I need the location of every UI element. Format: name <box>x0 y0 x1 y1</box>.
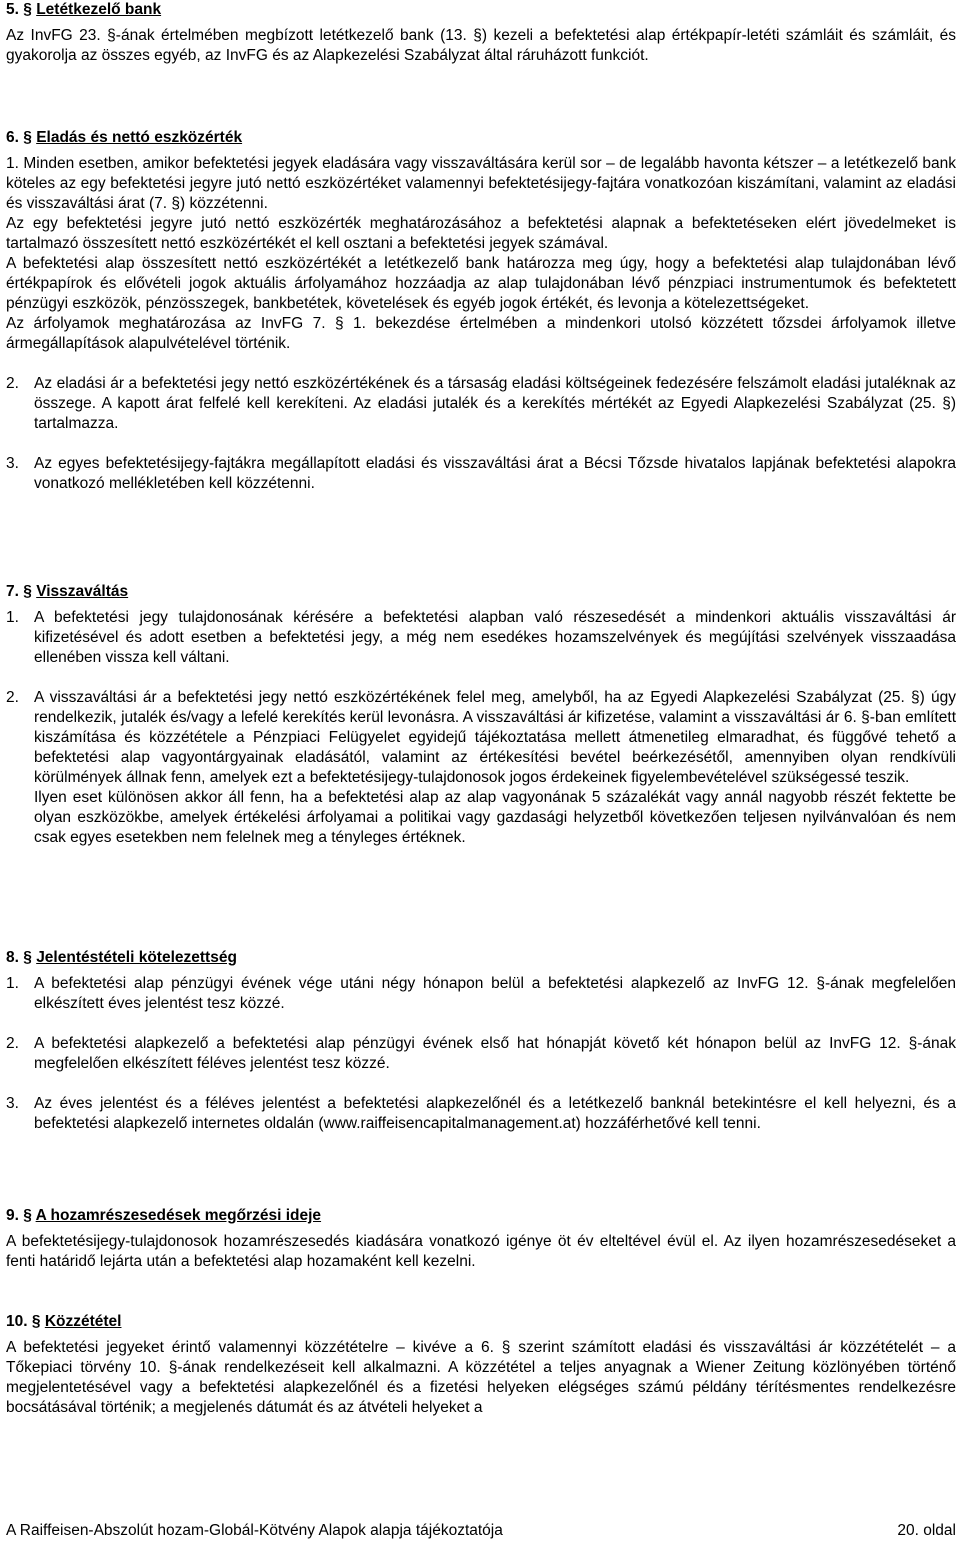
page-footer <box>6 1521 956 1541</box>
section-6-title: Eladás és nettó eszközérték <box>36 129 243 146</box>
section-6-item-1-para-3: A befektetési alap összesített nettó eszközértékét a letétkezelő bank határozza meg úgy, hogy a befektetési alap tulajdonában lévő értékpapírok és elővételi jogok aktuális árfolyamához hozzáadja az alap tulajdonában lévő pénzpiaci instrumentumok és befektetett pénzügyi eszközök, pénzösszegek, bankbetétek, követelések és egyéb jogok értékét, és levonja a kötelezettségeket. <box>6 255 956 312</box>
section-9-heading: 9. § A hozamrészesedések megőrzési ideje <box>6 1207 322 1224</box>
section-8-title: Jelentéstételi kötelezettség <box>36 949 237 966</box>
section-8-item-2: 2. A befektetési alapkezelő a befektetési alap pénzügyi évének első hat hónapját követő két hónapon belül az InvFG 12. §-ának megfelelően elkészített féléves jelentést tesz közzé. <box>6 1035 956 1072</box>
section-9-title: A hozamrészesedések megőrzési ideje <box>35 1207 322 1224</box>
section-10-title: Közzététel <box>44 1313 122 1330</box>
section-7-item-1: 1. A befektetési jegy tulajdonosának kérésére a befektetési alapban való részesedését a mindenkori aktuális visszaváltási ár kifizetésével és adott esetben a befektetési jegy, a még nem esedékes hozamszelvények és megújítási szelvények visszaadása ellenében vissza kell váltani. <box>6 609 956 666</box>
section-9-body: A befektetésijegy-tulajdonosok hozamrészesedés kiadására vonatkozó igénye öt év elteltével évül el. Az ilyen hozamrészesedéseket a fenti határidő lejárta után a befektetési alap hozamaként kell kezelni. <box>6 1233 956 1270</box>
section-8-item-1: 1. A befektetési alap pénzügyi évének vége utáni négy hónapon belül a befektetési alapkezelő az InvFG 12. §-ának megfelelően elkészített éves jelentést tesz közzé. <box>6 975 956 1012</box>
footer-page-number: 20. oldal <box>897 1522 956 1539</box>
section-6-heading: 6. § Eladás és nettó eszközérték <box>6 129 243 146</box>
section-7-title: Visszaváltás <box>36 583 129 600</box>
section-10-body: A befektetési jegyeket érintő valamennyi közzétételre – kivéve a 6. § szerint számított eladási és visszaváltási ár közzétételét – a Tőkepiaci törvény 10. §-ának rendelkezéseit kell alkalmazni. A közzététel a teljes anyagnak a Wiener Zeitung közlönyében történő megjelentetésével vagy a befektetési alapkezelőnél és a fizetési helyeken elégséges számú példány térítésmentes rendelkezésre bocsátásával történik; a megjelenés dátumát és az átvételi helyeket a <box>6 1339 956 1416</box>
section-6 <box>6 128 956 494</box>
section-6-item-1-para-4: Az árfolyamok meghatározása az InvFG 7. § 1. bekezdése értelmében a mindenkori utolsó közzétett tőzsdei árfolyamok illetve ármegállapítások alapulvételével történik. <box>6 315 956 352</box>
section-10 <box>6 1312 956 1418</box>
section-5-body: Az InvFG 23. §-ának értelmében megbízott letétkezelő bank (13. §) kezeli a befektetési alap értékpapír-letéti számláit és számláit, és gyakorolja az összes egyéb, az InvFG és az Alapkezelési Szabályzat által ráruházott funkciót. <box>6 27 956 64</box>
section-8-heading: 8. § Jelentéstételi kötelezettség <box>6 949 237 966</box>
section-6-item-3: 3. Az egyes befektetésijegy-fajtákra megállapított eladási és visszaváltási árat a Bécsi Tőzsde hivatalos lapjának befektetési alapokra vonatkozó mellékletében kell közzétenni. <box>6 455 956 492</box>
section-7-heading: 7. § Visszaváltás <box>6 583 129 600</box>
section-8 <box>6 948 956 1134</box>
section-10-heading: 10. § Közzététel <box>6 1313 122 1330</box>
section-7-item-2: 2. A visszaváltási ár a befektetési jegy nettó eszközértékének felel meg, amelyből, ha az Egyedi Alapkezelési Szabályzat (25. §) úgy rendelkezik, jutalék és/vagy a lefelé kerekítés kerül levonásra. A visszaváltási ár kifizetése, valamint a visszaváltási ár 6. §-ban említett kiszámítása és közzététele a Pénzpiaci Felügyelet egyidejű tájékoztatása mellett átmenetileg elmaradhat, és függővé tehető a befektetési alap vagyontárgyainak eladásától, valamint az értékesítési bevétel beérkezésétől, amennyiben olyan rendkívüli körülmények állnak fenn, amelyek ezt a befektetésijegy-tulajdonosok jogos érdekeinek figyelembevételével szükségessé teszik. Ilyen eset különösen akkor áll fenn, ha a befektetési alap az alap vagyonának 5 százalékát vagy annál nagyobb részét fektette be olyan eszközökbe, amelyek értékelési árfolyamai a politikai vagy gazdasági helyzetből következően teljesen nyilvánvalóan és nem csak egyes esetekben nem felelnek meg a tényleges értéknek. <box>6 689 956 846</box>
section-5-title: Letétkezelő bank <box>36 1 162 18</box>
section-7-item-2-para-2: Ilyen eset különösen akkor áll fenn, ha a befektetési alap az alap vagyonának 5 százalékát vagy annál nagyobb részét fektette be olyan eszközökbe, amelyek értékelési árfolyamai a politikai vagy gazdasági helyzetből következően teljesen nyilvánvalóan és nem csak egyes esetekben nem felelnek meg a tényleges értéknek. <box>34 789 956 846</box>
footer-document-title: A Raiffeisen-Abszolút hozam-Globál-Kötvény Alapok alapja tájékoztatója <box>6 1522 503 1539</box>
section-7 <box>6 582 956 848</box>
section-5-heading: 5. § Letétkezelő bank <box>6 1 162 18</box>
section-6-item-2: 2. Az eladási ár a befektetési jegy nettó eszközértékének és a társaság eladási költségeinek fedezésére felszámolt eladási jutaléknak az összege. A kapott árat felfelé kell kerekíteni. Az eladási jutalék és a kerekítés mértékét az Egyedi Alapkezelési Szabályzat (25. §) tartalmazza. <box>6 375 956 432</box>
section-9 <box>6 1206 956 1272</box>
section-8-item-3: 3. Az éves jelentést és a féléves jelentést a befektetési alapkezelőnél és a letétkezelő banknál betekintésre el kell helyezni, és a befektetési alapkezelő internetes oldalán (www.raiffeisencapitalmanagement.at) hozzáférhetővé kell tenni. <box>6 1095 956 1132</box>
section-6-item-1: 1. Minden esetben, amikor befektetési jegyek eladására vagy visszaváltására kerül sor – de legalább havonta kétszer – a letétkezelő bank köteles az egy befektetési jegyre jutó nettó eszközértéket valamennyi befektetésijegy-fajtára vonatkozóan kiszámítani, valamint az eladási és visszaváltási árat (7. §) közzétenni. <box>6 155 956 212</box>
section-6-item-1-para-2: Az egy befektetési jegyre jutó nettó eszközérték meghatározásához a befektetési alapnak a befektetéseken elért jövedelmeket is tartalmazó összesített nettó eszközértékét el kell osztani a befektetési jegyek számával. <box>6 215 956 252</box>
section-5 <box>6 0 956 66</box>
